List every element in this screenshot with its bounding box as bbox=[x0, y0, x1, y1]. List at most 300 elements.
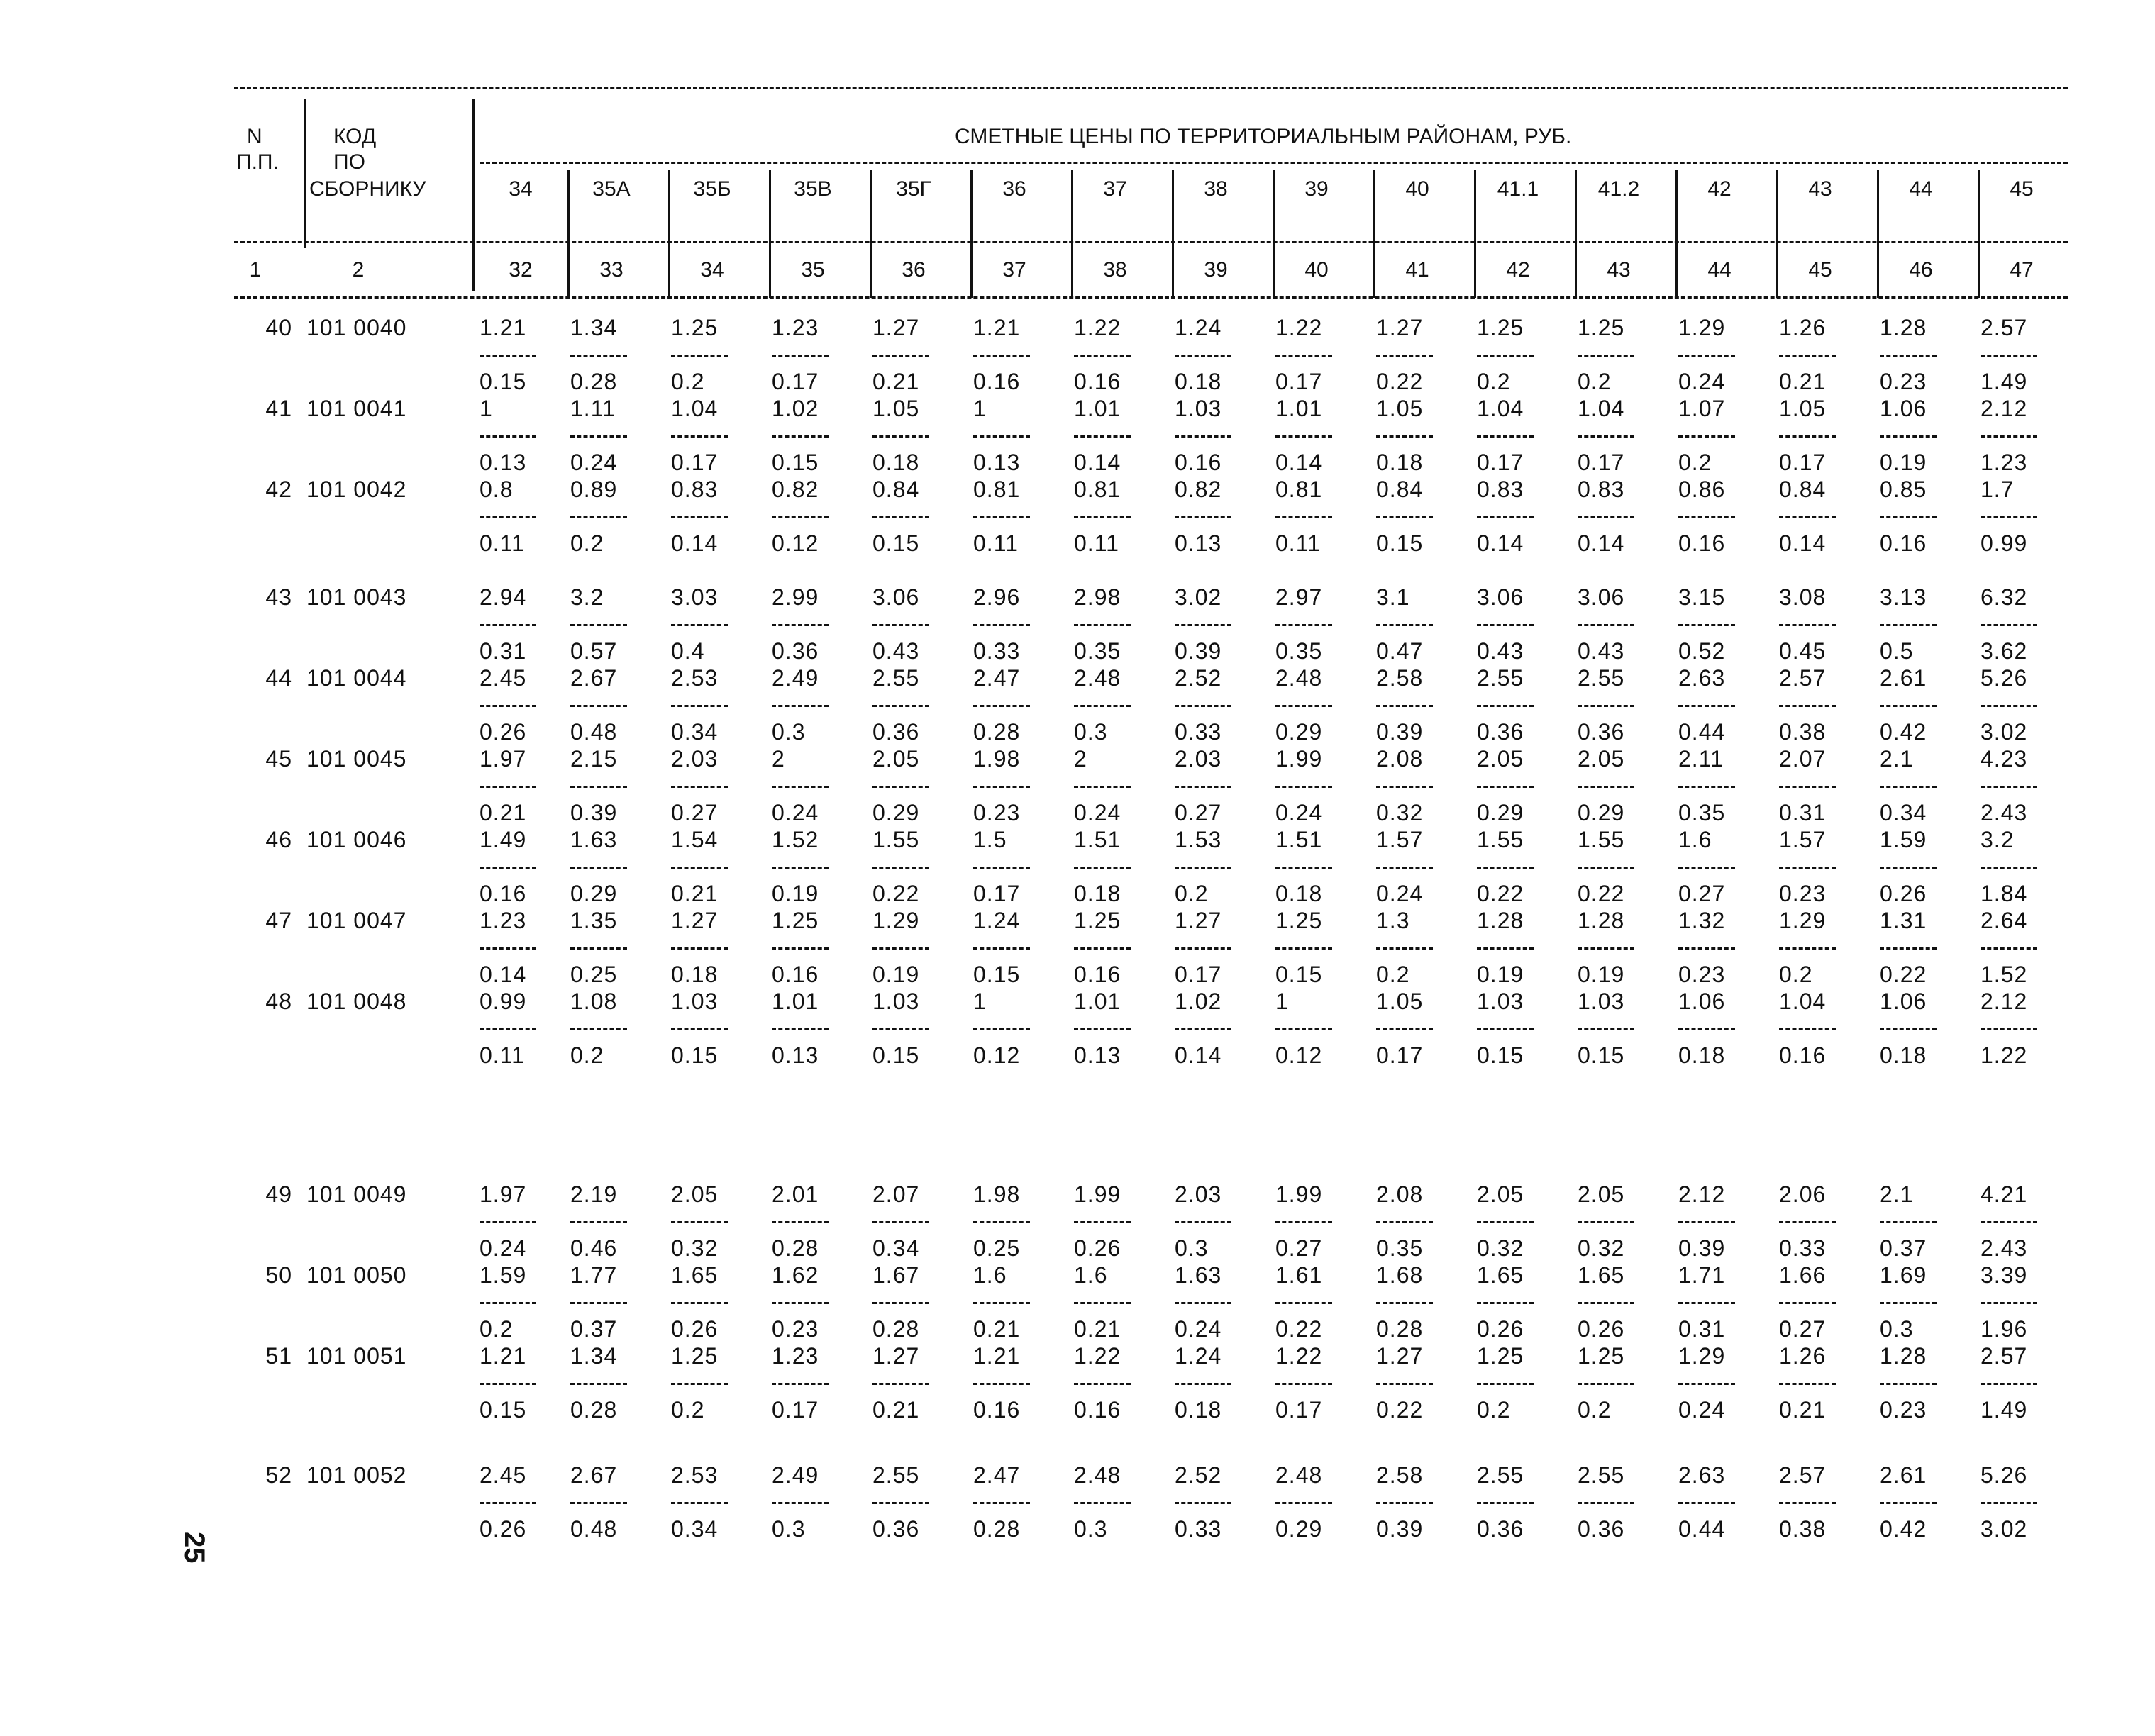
price-value-wages: 0.36 bbox=[772, 638, 819, 664]
price-value-wages: 0.52 bbox=[1678, 638, 1726, 664]
price-value: 2.45 bbox=[480, 1462, 527, 1488]
price-value-wages: 0.27 bbox=[671, 800, 719, 825]
fraction-bar bbox=[671, 1502, 728, 1504]
price-value-wages: 0.3 bbox=[1074, 1516, 1108, 1542]
price-value: 2.61 bbox=[1880, 665, 1927, 691]
fraction-bar bbox=[1376, 947, 1433, 950]
price-value-wages: 0.5 bbox=[1880, 638, 1914, 664]
fraction-bar bbox=[1779, 1221, 1836, 1223]
price-value-wages: 0.16 bbox=[973, 1397, 1021, 1423]
price-value-wages: 0.33 bbox=[973, 638, 1021, 664]
fraction-bar bbox=[480, 1502, 536, 1504]
fraction-bar bbox=[1074, 516, 1131, 518]
district-header: 45 bbox=[2010, 177, 2034, 201]
price-value-wages: 0.22 bbox=[1275, 1316, 1323, 1342]
price-value: 2.58 bbox=[1376, 665, 1424, 691]
price-value-wages: 0.29 bbox=[570, 881, 618, 906]
price-value-wages: 0.21 bbox=[671, 881, 719, 906]
price-value: 2.05 bbox=[1578, 746, 1625, 772]
price-value: 1.25 bbox=[1275, 908, 1323, 933]
district-header: 36 bbox=[1002, 177, 1026, 201]
price-value: 2.1 bbox=[1880, 1181, 1914, 1207]
price-value-wages: 0.26 bbox=[1477, 1316, 1524, 1342]
price-value: 1.98 bbox=[973, 1181, 1021, 1207]
price-value-wages: 0.13 bbox=[973, 450, 1021, 475]
column-divider bbox=[1373, 170, 1375, 298]
fraction-bar bbox=[872, 516, 929, 518]
price-value: 2.64 bbox=[1981, 908, 2028, 933]
price-value-wages: 0.28 bbox=[973, 1516, 1021, 1542]
fraction-bar bbox=[1175, 624, 1231, 626]
price-value: 2.47 bbox=[973, 665, 1021, 691]
fraction-bar bbox=[1275, 1221, 1332, 1223]
fraction-bar bbox=[1981, 1028, 2037, 1030]
price-value-wages: 0.29 bbox=[1578, 800, 1625, 825]
price-value: 1.28 bbox=[1880, 1343, 1927, 1369]
fraction-bar bbox=[1880, 1383, 1937, 1385]
price-value-wages: 0.13 bbox=[772, 1042, 819, 1068]
price-value-wages: 0.17 bbox=[671, 450, 719, 475]
column-divider bbox=[1071, 170, 1073, 298]
price-value: 2.67 bbox=[570, 665, 618, 691]
price-value: 1.62 bbox=[772, 1262, 819, 1288]
column-divider bbox=[567, 170, 570, 298]
fraction-bar bbox=[1275, 435, 1332, 438]
price-value-wages: 0.11 bbox=[480, 1042, 525, 1068]
header-rule bbox=[234, 241, 2068, 243]
price-value-wages: 0.36 bbox=[872, 719, 920, 745]
column-divider bbox=[668, 170, 670, 298]
price-value: 2.48 bbox=[1074, 665, 1121, 691]
price-value-wages: 0.16 bbox=[1074, 369, 1121, 394]
district-header: 35Б bbox=[693, 177, 731, 201]
row-number: 46 bbox=[265, 827, 292, 852]
price-value-wages: 0.22 bbox=[1376, 1397, 1424, 1423]
fraction-bar bbox=[1074, 1383, 1131, 1385]
price-value: 1.34 bbox=[570, 315, 618, 340]
row-code: 101 0050 bbox=[306, 1262, 407, 1288]
price-value-wages: 0.39 bbox=[570, 800, 618, 825]
price-value: 2 bbox=[772, 746, 785, 772]
price-value: 2.57 bbox=[1779, 665, 1827, 691]
fraction-bar bbox=[1981, 435, 2037, 438]
price-value: 1.63 bbox=[570, 827, 618, 852]
price-value: 2.48 bbox=[1275, 665, 1323, 691]
column-number: 45 bbox=[1808, 258, 1832, 282]
fraction-bar bbox=[1175, 355, 1231, 357]
price-value-wages: 0.11 bbox=[1275, 530, 1321, 556]
fraction-bar bbox=[1477, 705, 1534, 707]
price-value: 1.03 bbox=[1578, 989, 1625, 1014]
fraction-bar bbox=[1074, 1028, 1131, 1030]
price-value: 2.07 bbox=[1779, 746, 1827, 772]
price-value: 1.29 bbox=[1678, 1343, 1726, 1369]
price-value: 2.52 bbox=[1175, 665, 1222, 691]
fraction-bar bbox=[772, 947, 829, 950]
price-value-wages: 0.99 bbox=[1981, 530, 2028, 556]
fraction-bar bbox=[1981, 516, 2037, 518]
price-value: 2.03 bbox=[1175, 746, 1222, 772]
fraction-bar bbox=[1376, 1221, 1433, 1223]
price-value: 2.55 bbox=[1578, 665, 1625, 691]
fraction-bar bbox=[1477, 1221, 1534, 1223]
fraction-bar bbox=[1074, 947, 1131, 950]
price-value: 1.04 bbox=[671, 396, 719, 421]
fraction-bar bbox=[1275, 1383, 1332, 1385]
price-value-wages: 0.2 bbox=[480, 1316, 514, 1342]
row-number: 41 bbox=[265, 396, 292, 421]
fraction-bar bbox=[1578, 786, 1634, 788]
column-number: 41 bbox=[1405, 258, 1429, 282]
price-value-wages: 0.26 bbox=[480, 719, 527, 745]
price-value: 2.03 bbox=[1175, 1181, 1222, 1207]
fraction-bar bbox=[872, 1302, 929, 1304]
fraction-bar bbox=[1678, 624, 1735, 626]
column-number: 44 bbox=[1707, 258, 1732, 282]
price-value: 1.27 bbox=[1376, 315, 1424, 340]
price-value: 2.45 bbox=[480, 665, 527, 691]
price-value: 1.51 bbox=[1074, 827, 1121, 852]
price-value-wages: 0.24 bbox=[1175, 1316, 1222, 1342]
price-value-wages: 0.23 bbox=[772, 1316, 819, 1342]
price-value: 2.05 bbox=[1578, 1181, 1625, 1207]
fraction-bar bbox=[1578, 516, 1634, 518]
price-value: 1.23 bbox=[480, 908, 527, 933]
price-value: 2.96 bbox=[973, 584, 1021, 610]
column-divider bbox=[1474, 170, 1476, 298]
price-value: 1.6 bbox=[973, 1262, 1007, 1288]
price-value-wages: 0.28 bbox=[1376, 1316, 1424, 1342]
fraction-bar bbox=[1376, 1028, 1433, 1030]
price-value: 1.04 bbox=[1578, 396, 1625, 421]
fraction-bar bbox=[872, 624, 929, 626]
column-divider bbox=[1575, 170, 1577, 298]
fraction-bar bbox=[1779, 355, 1836, 357]
fraction-bar bbox=[1376, 1383, 1433, 1385]
price-value: 0.8 bbox=[480, 477, 514, 502]
fraction-bar bbox=[872, 705, 929, 707]
fraction-bar bbox=[1678, 867, 1735, 869]
fraction-bar bbox=[1074, 1502, 1131, 1504]
price-value: 1.05 bbox=[1376, 396, 1424, 421]
price-value-wages: 0.32 bbox=[1578, 1235, 1625, 1261]
fraction-bar bbox=[671, 1028, 728, 1030]
price-value: 2.15 bbox=[570, 746, 618, 772]
fraction-bar bbox=[1981, 1302, 2037, 1304]
fraction-bar bbox=[1880, 1028, 1937, 1030]
price-value: 2.19 bbox=[570, 1181, 618, 1207]
fraction-bar bbox=[1981, 947, 2037, 950]
fraction-bar bbox=[570, 1383, 627, 1385]
price-value-wages: 0.14 bbox=[1275, 450, 1323, 475]
fraction-bar bbox=[872, 1028, 929, 1030]
price-value: 1.22 bbox=[1074, 1343, 1121, 1369]
fraction-bar bbox=[973, 1302, 1030, 1304]
district-header: 37 bbox=[1103, 177, 1127, 201]
fraction-bar bbox=[570, 705, 627, 707]
price-value: 1.27 bbox=[1376, 1343, 1424, 1369]
fraction-bar bbox=[1477, 624, 1534, 626]
row-number: 40 bbox=[265, 315, 292, 340]
district-header: 39 bbox=[1304, 177, 1329, 201]
fraction-bar bbox=[1074, 1302, 1131, 1304]
price-value-wages: 0.23 bbox=[973, 800, 1021, 825]
price-value-wages: 0.15 bbox=[671, 1042, 719, 1068]
district-header: 40 bbox=[1405, 177, 1429, 201]
price-value-wages: 0.12 bbox=[1275, 1042, 1323, 1068]
fraction-bar bbox=[1779, 786, 1836, 788]
fraction-bar bbox=[1477, 1028, 1534, 1030]
price-value: 1.04 bbox=[1779, 989, 1827, 1014]
price-value: 1.03 bbox=[1477, 989, 1524, 1014]
price-value-wages: 0.14 bbox=[671, 530, 719, 556]
fraction-bar bbox=[1275, 624, 1332, 626]
price-value: 1.21 bbox=[480, 315, 527, 340]
price-value-wages: 0.18 bbox=[872, 450, 920, 475]
fraction-bar bbox=[1981, 867, 2037, 869]
column-number: 40 bbox=[1304, 258, 1329, 282]
price-value-wages: 0.36 bbox=[1578, 719, 1625, 745]
price-value-wages: 0.17 bbox=[772, 369, 819, 394]
price-value-wages: 0.18 bbox=[1376, 450, 1424, 475]
price-value: 1.49 bbox=[480, 827, 527, 852]
row-code: 101 0047 bbox=[306, 908, 407, 933]
price-value: 1.24 bbox=[973, 908, 1021, 933]
price-value-wages: 0.34 bbox=[1880, 800, 1927, 825]
price-value: 3.08 bbox=[1779, 584, 1827, 610]
price-value: 1.21 bbox=[480, 1343, 527, 1369]
fraction-bar bbox=[1880, 705, 1937, 707]
fraction-bar bbox=[973, 786, 1030, 788]
price-value-wages: 0.17 bbox=[1779, 450, 1827, 475]
price-value: 1.63 bbox=[1175, 1262, 1222, 1288]
column-number: 43 bbox=[1607, 258, 1631, 282]
price-value-wages: 0.25 bbox=[570, 962, 618, 987]
price-value: 3.13 bbox=[1880, 584, 1927, 610]
price-value-wages: 0.35 bbox=[1376, 1235, 1424, 1261]
price-value: 0.99 bbox=[480, 989, 527, 1014]
fraction-bar bbox=[1880, 867, 1937, 869]
price-value: 2.11 bbox=[1678, 746, 1724, 772]
price-value: 2.55 bbox=[1578, 1462, 1625, 1488]
fraction-bar bbox=[570, 1502, 627, 1504]
price-value-wages: 0.45 bbox=[1779, 638, 1827, 664]
fraction-bar bbox=[1981, 1221, 2037, 1223]
fraction-bar bbox=[480, 786, 536, 788]
row-code: 101 0051 bbox=[306, 1343, 407, 1369]
fraction-bar bbox=[1678, 1502, 1735, 1504]
price-value-wages: 0.17 bbox=[1275, 369, 1323, 394]
row-number: 42 bbox=[265, 477, 292, 502]
fraction-bar bbox=[1880, 1302, 1937, 1304]
price-value: 1.7 bbox=[1981, 477, 2015, 502]
price-value: 1.25 bbox=[1477, 1343, 1524, 1369]
price-value-wages: 0.28 bbox=[872, 1316, 920, 1342]
price-value: 2.57 bbox=[1779, 1462, 1827, 1488]
price-value-wages: 0.3 bbox=[1175, 1235, 1209, 1261]
fraction-bar bbox=[480, 1028, 536, 1030]
fraction-bar bbox=[671, 1383, 728, 1385]
price-value: 2.05 bbox=[1477, 746, 1524, 772]
price-value-wages: 0.21 bbox=[973, 1316, 1021, 1342]
price-value-wages: 0.43 bbox=[1477, 638, 1524, 664]
price-value-wages: 0.29 bbox=[1477, 800, 1524, 825]
price-value: 1.65 bbox=[1477, 1262, 1524, 1288]
price-value-wages: 0.22 bbox=[1376, 369, 1424, 394]
fraction-bar bbox=[1779, 1502, 1836, 1504]
price-value: 2.98 bbox=[1074, 584, 1121, 610]
price-value-wages: 0.17 bbox=[1376, 1042, 1424, 1068]
price-value: 1.57 bbox=[1376, 827, 1424, 852]
fraction-bar bbox=[973, 624, 1030, 626]
price-value: 0.82 bbox=[772, 477, 819, 502]
price-value-wages: 0.14 bbox=[480, 962, 527, 987]
fraction-bar bbox=[1779, 867, 1836, 869]
fraction-bar bbox=[973, 867, 1030, 869]
price-value: 2.08 bbox=[1376, 1181, 1424, 1207]
price-value: 0.81 bbox=[1275, 477, 1323, 502]
price-value-wages: 0.16 bbox=[973, 369, 1021, 394]
fraction-bar bbox=[480, 516, 536, 518]
fraction-bar bbox=[570, 355, 627, 357]
price-value: 1.27 bbox=[1175, 908, 1222, 933]
price-value: 1.28 bbox=[1880, 315, 1927, 340]
fraction-bar bbox=[1477, 1383, 1534, 1385]
fraction-bar bbox=[872, 947, 929, 950]
price-value: 1.06 bbox=[1880, 989, 1927, 1014]
fraction-bar bbox=[1376, 786, 1433, 788]
price-value: 2.48 bbox=[1074, 1462, 1121, 1488]
price-value: 0.83 bbox=[671, 477, 719, 502]
price-value-wages: 0.37 bbox=[1880, 1235, 1927, 1261]
fraction-bar bbox=[1175, 705, 1231, 707]
price-value-wages: 0.19 bbox=[1477, 962, 1524, 987]
price-value: 1.32 bbox=[1678, 908, 1726, 933]
fraction-bar bbox=[1981, 705, 2037, 707]
row-code: 101 0040 bbox=[306, 315, 407, 340]
price-value: 2.55 bbox=[1477, 1462, 1524, 1488]
column-divider bbox=[769, 170, 771, 298]
price-value-wages: 0.12 bbox=[772, 530, 819, 556]
price-value-wages: 0.3 bbox=[772, 719, 806, 745]
fraction-bar bbox=[480, 947, 536, 950]
fraction-bar bbox=[1678, 435, 1735, 438]
price-value-wages: 0.33 bbox=[1779, 1235, 1827, 1261]
price-value-wages: 0.28 bbox=[772, 1235, 819, 1261]
fraction-bar bbox=[1376, 705, 1433, 707]
price-value: 1.65 bbox=[671, 1262, 719, 1288]
price-value-wages: 0.27 bbox=[1779, 1316, 1827, 1342]
fraction-bar bbox=[1175, 1383, 1231, 1385]
fraction-bar bbox=[1779, 516, 1836, 518]
row-code: 101 0041 bbox=[306, 396, 407, 421]
price-value: 2.57 bbox=[1981, 315, 2028, 340]
fraction-bar bbox=[1981, 786, 2037, 788]
fraction-bar bbox=[1477, 947, 1534, 950]
price-value-wages: 0.31 bbox=[1779, 800, 1827, 825]
price-value: 2.07 bbox=[872, 1181, 920, 1207]
price-value: 3.02 bbox=[1175, 584, 1222, 610]
price-value-wages: 0.21 bbox=[1074, 1316, 1121, 1342]
price-value-wages: 0.15 bbox=[1376, 530, 1424, 556]
fraction-bar bbox=[1275, 1502, 1332, 1504]
price-value: 1.03 bbox=[1175, 396, 1222, 421]
price-value-wages: 1.49 bbox=[1981, 369, 2028, 394]
price-value-wages: 0.29 bbox=[872, 800, 920, 825]
price-value-wages: 0.46 bbox=[570, 1235, 618, 1261]
fraction-bar bbox=[1779, 1383, 1836, 1385]
fraction-bar bbox=[973, 1221, 1030, 1223]
price-value: 1.23 bbox=[772, 1343, 819, 1369]
price-value-wages: 0.24 bbox=[1074, 800, 1121, 825]
fraction-bar bbox=[1880, 355, 1937, 357]
fraction-bar bbox=[1376, 1302, 1433, 1304]
price-value: 2 bbox=[1074, 746, 1087, 772]
fraction-bar bbox=[1376, 435, 1433, 438]
price-value-wages: 0.11 bbox=[973, 530, 1019, 556]
price-value: 1.26 bbox=[1779, 1343, 1827, 1369]
column-number: 37 bbox=[1002, 258, 1026, 282]
price-value-wages: 0.2 bbox=[1175, 881, 1209, 906]
fraction-bar bbox=[1880, 947, 1937, 950]
price-value-wages: 0.16 bbox=[772, 962, 819, 987]
price-value-wages: 0.43 bbox=[872, 638, 920, 664]
fraction-bar bbox=[1779, 705, 1836, 707]
fraction-bar bbox=[973, 1502, 1030, 1504]
price-value: 2.05 bbox=[872, 746, 920, 772]
fraction-bar bbox=[570, 1302, 627, 1304]
fraction-bar bbox=[872, 355, 929, 357]
price-value: 1.26 bbox=[1779, 315, 1827, 340]
fraction-bar bbox=[1275, 1028, 1332, 1030]
fraction-bar bbox=[1578, 867, 1634, 869]
price-value: 3.15 bbox=[1678, 584, 1726, 610]
price-value-wages: 0.24 bbox=[1376, 881, 1424, 906]
price-value: 1.52 bbox=[772, 827, 819, 852]
price-value-wages: 0.19 bbox=[772, 881, 819, 906]
header-bottom-rule bbox=[234, 296, 2068, 299]
fraction-bar bbox=[1175, 786, 1231, 788]
price-value-wages: 0.38 bbox=[1779, 719, 1827, 745]
price-value-wages: 0.22 bbox=[1477, 881, 1524, 906]
header-kod: КОД bbox=[333, 125, 377, 148]
row-code: 101 0044 bbox=[306, 665, 407, 691]
fraction-bar bbox=[671, 1302, 728, 1304]
price-value-wages: 0.13 bbox=[1175, 530, 1222, 556]
column-number: 47 bbox=[2010, 258, 2034, 282]
price-value: 1.98 bbox=[973, 746, 1021, 772]
price-value: 1.27 bbox=[671, 908, 719, 933]
district-header: 35В bbox=[794, 177, 832, 201]
column-divider bbox=[870, 170, 872, 298]
fraction-bar bbox=[1880, 1221, 1937, 1223]
price-value: 1.59 bbox=[1880, 827, 1927, 852]
price-value: 1.25 bbox=[671, 315, 719, 340]
district-header: 38 bbox=[1204, 177, 1228, 201]
price-value: 1.97 bbox=[480, 1181, 527, 1207]
price-value-wages: 0.33 bbox=[1175, 1516, 1222, 1542]
price-value-wages: 0.23 bbox=[1678, 962, 1726, 987]
price-value-wages: 2.43 bbox=[1981, 800, 2028, 825]
price-value-wages: 0.2 bbox=[1477, 1397, 1511, 1423]
district-header: 44 bbox=[1909, 177, 1933, 201]
fraction-bar bbox=[1275, 516, 1332, 518]
fraction-bar bbox=[480, 1302, 536, 1304]
fraction-bar bbox=[1678, 355, 1735, 357]
table-title: СМЕТНЫЕ ЦЕНЫ ПО ТЕРРИТОРИАЛЬНЫМ РАЙОНАМ, РУБ. bbox=[955, 125, 1572, 148]
row-number: 43 bbox=[265, 584, 292, 610]
price-value: 1 bbox=[973, 396, 987, 421]
